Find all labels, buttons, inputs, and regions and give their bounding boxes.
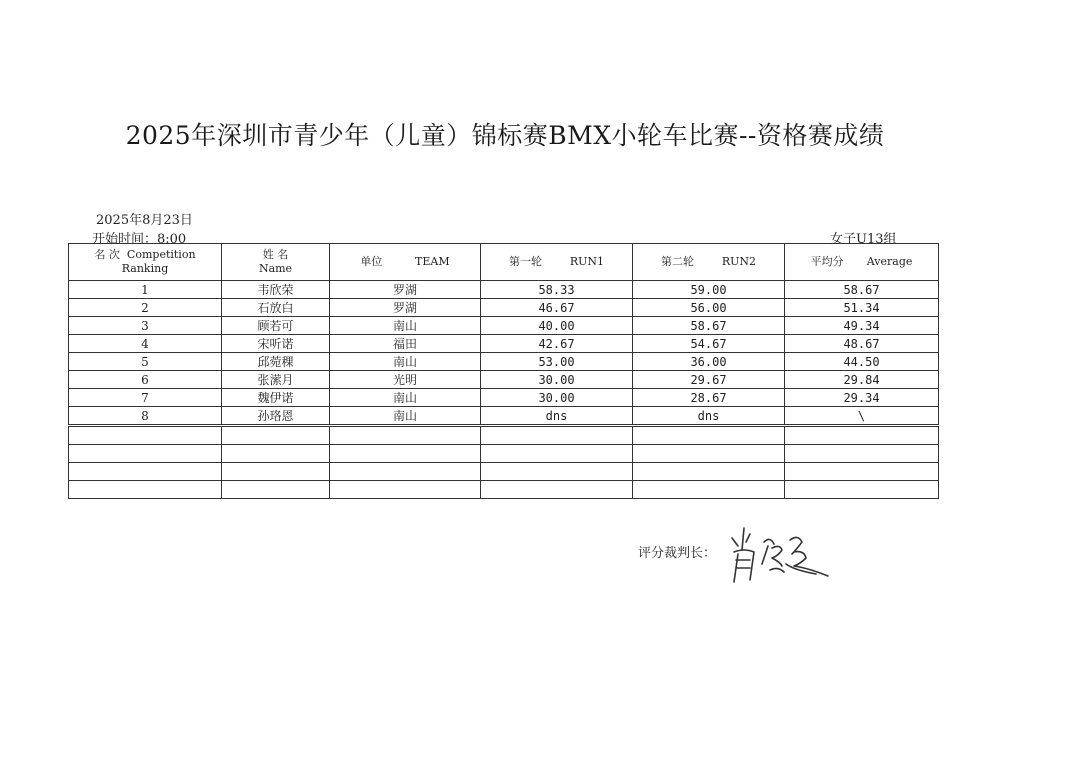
name-cell: 孙珞恩 xyxy=(222,407,330,426)
run1-cell: 58.33 xyxy=(481,281,633,299)
team-cell: 福田 xyxy=(330,335,481,353)
rank-cell: 6 xyxy=(69,371,222,389)
team-cell: 南山 xyxy=(330,407,481,426)
run2-cell: dns xyxy=(633,407,785,426)
average-cell: 49.34 xyxy=(785,317,939,335)
run1-cell: 40.00 xyxy=(481,317,633,335)
team-cell: 南山 xyxy=(330,317,481,335)
document-title: 2025年深圳市青少年（儿童）锦标赛BMX小轮车比赛--资格赛成绩 xyxy=(125,121,885,150)
average-cell: 51.34 xyxy=(785,299,939,317)
table-row xyxy=(69,353,939,371)
team-cell: 南山 xyxy=(330,389,481,407)
run1-cell: 46.67 xyxy=(481,299,633,317)
empty-row xyxy=(69,426,939,445)
name-cell: 魏伊诺 xyxy=(222,389,330,407)
rank-cell: 1 xyxy=(69,281,222,299)
run1-cell: 53.00 xyxy=(481,353,633,371)
rank-cell: 4 xyxy=(69,335,222,353)
name-cell: 石放白 xyxy=(222,299,330,317)
header-rank-cn: 名 次 Competition xyxy=(94,248,196,261)
average-cell: \ xyxy=(785,407,939,426)
rank-cell: 2 xyxy=(69,299,222,317)
header-run1-en: RUN1 xyxy=(569,255,605,268)
header-team xyxy=(330,244,481,281)
team-cell: 罗湖 xyxy=(330,299,481,317)
average-cell: 29.34 xyxy=(785,389,939,407)
header-run2-cn: 第二轮 xyxy=(660,255,694,268)
run2-cell: 59.00 xyxy=(633,281,785,299)
header-name-en: Name xyxy=(258,262,293,275)
table-row xyxy=(69,281,939,299)
header-run1 xyxy=(481,244,633,281)
results-table xyxy=(68,243,939,499)
average-cell: 44.50 xyxy=(785,353,939,371)
header-run2-en: RUN2 xyxy=(721,255,757,268)
rank-cell: 7 xyxy=(69,389,222,407)
team-cell: 南山 xyxy=(330,353,481,371)
table-row xyxy=(69,407,939,426)
table-row xyxy=(69,317,939,335)
empty-row xyxy=(69,445,939,463)
name-cell: 韦欣荣 xyxy=(222,281,330,299)
average-cell: 58.67 xyxy=(785,281,939,299)
run1-cell: 42.67 xyxy=(481,335,633,353)
group-label: 女子U13组 xyxy=(830,232,897,247)
header-name-cn: 姓 名 xyxy=(262,248,289,261)
run2-cell: 58.67 xyxy=(633,317,785,335)
header-run2 xyxy=(633,244,785,281)
average-cell: 29.84 xyxy=(785,371,939,389)
header-rank xyxy=(69,244,222,281)
start-time: 开始时间：8:00 xyxy=(92,232,187,247)
table-header-row xyxy=(69,244,939,281)
table-row xyxy=(69,335,939,353)
table-row xyxy=(69,299,939,317)
run2-cell: 36.00 xyxy=(633,353,785,371)
rank-cell: 3 xyxy=(69,317,222,335)
run2-cell: 56.00 xyxy=(633,299,785,317)
header-avg-en: Average xyxy=(866,255,913,268)
name-cell: 邱菀稞 xyxy=(222,353,330,371)
rank-cell: 5 xyxy=(69,353,222,371)
header-avg-cn: 平均分 xyxy=(810,255,844,268)
table-row xyxy=(69,389,939,407)
name-cell: 张潆月 xyxy=(222,371,330,389)
name-cell: 顾若可 xyxy=(222,317,330,335)
event-date: 2025年8月23日 xyxy=(96,213,193,228)
handwritten-signature xyxy=(724,520,844,600)
header-average xyxy=(785,244,939,281)
run1-cell: dns xyxy=(481,407,633,426)
team-cell: 罗湖 xyxy=(330,281,481,299)
header-team-en: TEAM xyxy=(415,255,450,268)
header-name xyxy=(222,244,330,281)
run2-cell: 28.67 xyxy=(633,389,785,407)
header-rank-en: Ranking xyxy=(121,262,169,275)
team-cell: 光明 xyxy=(330,371,481,389)
referee-label: 评分裁判长： xyxy=(638,546,717,561)
table-row xyxy=(69,371,939,389)
header-run1-cn: 第一轮 xyxy=(508,255,542,268)
empty-row xyxy=(69,463,939,481)
rank-cell: 8 xyxy=(69,407,222,426)
run2-cell: 29.67 xyxy=(633,371,785,389)
average-cell: 48.67 xyxy=(785,335,939,353)
run1-cell: 30.00 xyxy=(481,371,633,389)
run1-cell: 30.00 xyxy=(481,389,633,407)
empty-row xyxy=(69,481,939,499)
header-team-cn: 单位 xyxy=(360,255,383,268)
run2-cell: 54.67 xyxy=(633,335,785,353)
name-cell: 宋听诺 xyxy=(222,335,330,353)
